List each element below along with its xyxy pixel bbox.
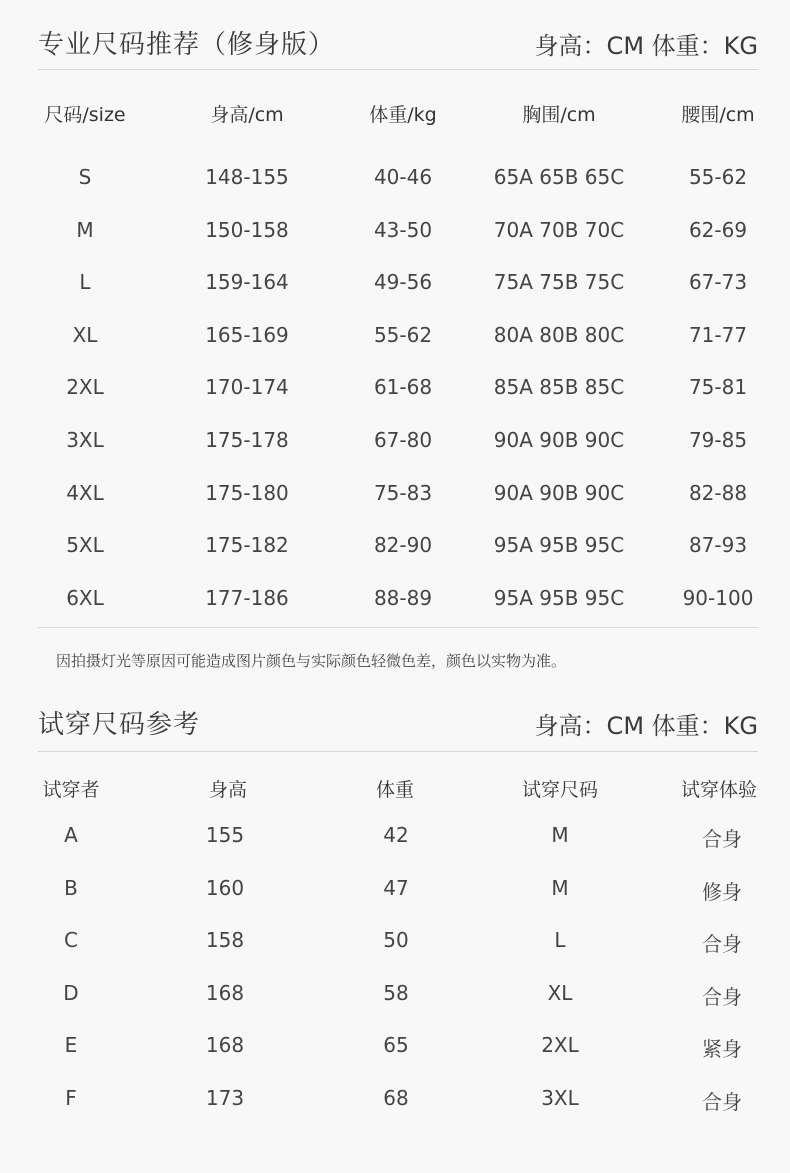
table-cell: 95A 95B 95C — [493, 533, 625, 558]
table-cell: 合身 — [702, 1089, 742, 1114]
column-header: 体重/kg — [369, 104, 437, 126]
table-cell: 159-164 — [205, 270, 289, 295]
table-cell: 70A 70B 70C — [493, 217, 625, 242]
table-cell: 155 — [205, 823, 245, 847]
size-chart-table — [38, 24, 758, 634]
table-cell: 67-73 — [688, 270, 748, 295]
table-cell: 168 — [205, 1033, 245, 1057]
table-cell: M — [551, 823, 569, 847]
table-cell: 175-180 — [205, 480, 289, 505]
table-cell: 65 — [383, 1033, 409, 1057]
fit-chart-table — [38, 704, 758, 1124]
table-cell: 49-56 — [373, 270, 433, 295]
table-cell: D — [63, 980, 79, 1005]
size-chart-section — [38, 24, 758, 634]
table-cell: 58 — [383, 980, 409, 1005]
column-header: 腰围/cm — [681, 104, 755, 126]
table-cell: 3XL — [541, 1085, 579, 1110]
table-cell: C — [64, 928, 78, 952]
table-cell: 3XL — [66, 428, 104, 452]
table-cell: 50 — [383, 928, 409, 952]
table-cell: S — [78, 165, 92, 189]
fit-chart-units: 身高：CM 体重：KG — [534, 712, 758, 740]
column-header: 尺码/size — [44, 104, 126, 126]
table-cell: 合身 — [702, 932, 742, 956]
column-header: 试穿体验 — [680, 779, 758, 801]
size-chart-units: 身高：CM 体重：KG — [534, 32, 758, 60]
table-cell: 165-169 — [205, 322, 289, 347]
table-cell: 62-69 — [688, 217, 748, 242]
table-cell: M — [551, 875, 569, 900]
table-cell: F — [65, 1085, 77, 1110]
table-cell: 148-155 — [205, 165, 289, 189]
table-cell: 6XL — [66, 585, 104, 610]
column-header: 身高 — [208, 779, 248, 801]
column-header: 试穿尺码 — [521, 779, 599, 801]
table-cell: 79-85 — [688, 428, 748, 452]
table-cell: 82-90 — [373, 533, 433, 558]
table-cell: 88-89 — [373, 585, 433, 610]
fit-chart-section — [38, 704, 758, 1124]
table-cell: 修身 — [702, 879, 742, 904]
table-cell: 173 — [205, 1085, 245, 1110]
size-chart-title: 专业尺码推荐（修身版） — [38, 30, 336, 60]
table-cell: 177-186 — [205, 585, 289, 610]
table-cell: 150-158 — [205, 217, 289, 242]
table-cell: 67-80 — [373, 428, 433, 452]
table-cell: 65A 65B 65C — [493, 165, 625, 189]
table-cell: 43-50 — [373, 217, 433, 242]
table-cell: 75A 75B 75C — [493, 270, 625, 295]
table-cell: XL — [72, 322, 98, 347]
table-cell: 80A 80B 80C — [493, 322, 625, 347]
table-cell: 90A 90B 90C — [493, 480, 625, 505]
table-cell: 紧身 — [702, 1037, 742, 1061]
size-chart-bottom-divider — [38, 627, 758, 628]
table-cell: A — [64, 823, 78, 847]
table-cell: 90A 90B 90C — [493, 428, 625, 452]
table-cell: 42 — [383, 823, 409, 847]
table-cell: 82-88 — [688, 480, 748, 505]
color-disclaimer-note: 因拍摄灯光等原因可能造成图片颜色与实际颜色轻微色差，颜色以实物为准。 — [56, 652, 567, 670]
table-cell: 158 — [205, 928, 245, 952]
table-cell: 2XL — [66, 375, 104, 400]
column-header: 身高/cm — [210, 104, 284, 126]
table-cell: 55-62 — [688, 165, 748, 189]
table-cell: 175-178 — [205, 428, 289, 452]
table-cell: 4XL — [66, 480, 104, 505]
table-cell: 90-100 — [682, 585, 754, 610]
table-cell: L — [79, 270, 91, 295]
table-cell: 160 — [205, 875, 245, 900]
column-header: 试穿者 — [42, 779, 100, 801]
table-cell: M — [76, 217, 94, 242]
table-cell: 合身 — [702, 827, 742, 851]
column-header: 胸围/cm — [522, 104, 596, 126]
table-cell: 95A 95B 95C — [493, 585, 625, 610]
table-cell: 75-81 — [688, 375, 748, 400]
table-cell: 5XL — [66, 533, 104, 558]
table-cell: XL — [547, 980, 573, 1005]
table-cell: 175-182 — [205, 533, 289, 558]
table-cell: 87-93 — [688, 533, 748, 558]
table-cell: 85A 85B 85C — [493, 375, 625, 400]
table-cell: L — [554, 928, 566, 952]
table-cell: E — [64, 1033, 78, 1057]
table-cell: B — [64, 875, 78, 900]
table-cell: 47 — [383, 875, 409, 900]
table-cell: 170-174 — [205, 375, 289, 400]
table-cell: 168 — [205, 980, 245, 1005]
table-cell: 61-68 — [373, 375, 433, 400]
table-cell: 68 — [383, 1085, 409, 1110]
table-cell: 71-77 — [688, 322, 748, 347]
table-cell: 2XL — [541, 1033, 579, 1057]
column-header: 体重 — [375, 779, 415, 801]
table-cell: 75-83 — [373, 480, 433, 505]
table-cell: 合身 — [702, 984, 742, 1009]
table-cell: 40-46 — [373, 165, 433, 189]
table-cell: 55-62 — [373, 322, 433, 347]
fit-chart-title: 试穿尺码参考 — [38, 710, 201, 740]
